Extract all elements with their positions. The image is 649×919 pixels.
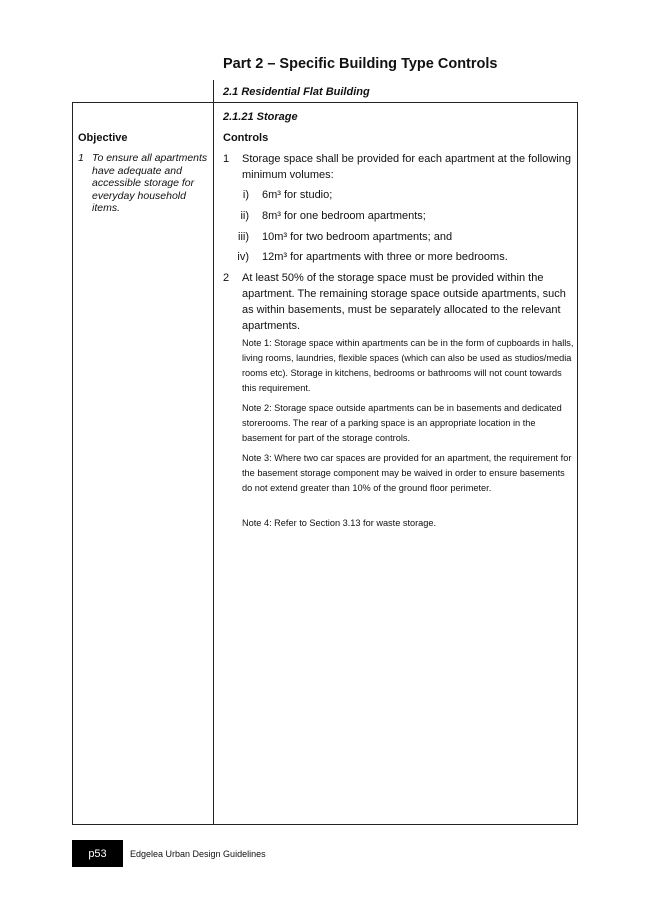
controls-heading: Controls <box>223 132 269 144</box>
objective-item <box>78 152 208 215</box>
subitem-text: 8m³ for one bedroom apartments; <box>262 210 426 222</box>
subitem-number: iii) <box>238 231 249 243</box>
page-number: p53 <box>88 848 107 860</box>
objective-text: To ensure all apartments have adequate and accessible storage for everyday household items. <box>92 152 208 215</box>
control-number: 2 <box>223 272 230 284</box>
control-number: 1 <box>223 153 230 165</box>
page-title: Part 2 – Specific Building Type Controls <box>223 56 498 72</box>
page-number-box <box>72 840 123 867</box>
note-4: Note 4: Refer to Section 3.13 for waste storage. <box>242 518 437 528</box>
control-text: Storage space shall be provided for each apartment at the following minimum volumes: <box>242 153 571 181</box>
subitem-text: 6m³ for studio; <box>262 189 333 201</box>
note-1: Note 1: Storage space within apartments can be in the form of cupboards in halls, living rooms, laundries, flexible spaces (which can also be used as studios/media rooms etc). Storage in kitchens, bedrooms or bathrooms will not count towards this requirement. <box>242 338 574 393</box>
subitem-number: iv) <box>237 251 249 263</box>
objective-number: 1 <box>78 152 84 164</box>
control-subitem-3 <box>238 229 453 245</box>
subitem-text: 10m³ for two bedroom apartments; and <box>262 231 453 243</box>
column-divider-top <box>213 80 214 102</box>
objective-heading: Objective <box>78 132 128 144</box>
note-2: Note 2: Storage space outside apartments can be in basements and dedicated storerooms. The rear of a parking space is an appropriate location in the basement for part of the storage controls. <box>242 403 562 443</box>
column-divider <box>213 102 214 824</box>
control-subitem-2 <box>240 208 426 224</box>
control-item-1 <box>223 151 573 183</box>
control-item-2 <box>223 270 573 334</box>
control-subitem-1 <box>242 187 333 203</box>
subitem-number: i) <box>242 189 249 201</box>
subitem-number: ii) <box>240 210 249 222</box>
subitem-text: 12m³ for apartments with three or more bedrooms. <box>262 251 508 263</box>
control-text: At least 50% of the storage space must be provided within the apartment. The remaining storage space outside apartments, such as within basements, must be separately allocated to the relevant apartments. <box>242 272 566 332</box>
note-3: Note 3: Where two car spaces are provided for an apartment, the requirement for the basement storage component may be waived in order to ensure basements do not extend greater than 10% of the ground floor perimeter. <box>242 453 572 493</box>
control-subitem-4 <box>237 249 508 265</box>
section-title: 2.1 Residential Flat Building <box>223 86 370 98</box>
footer-title: Edgelea Urban Design Guidelines <box>130 849 266 859</box>
subsection-title: 2.1.21 Storage <box>223 111 298 123</box>
